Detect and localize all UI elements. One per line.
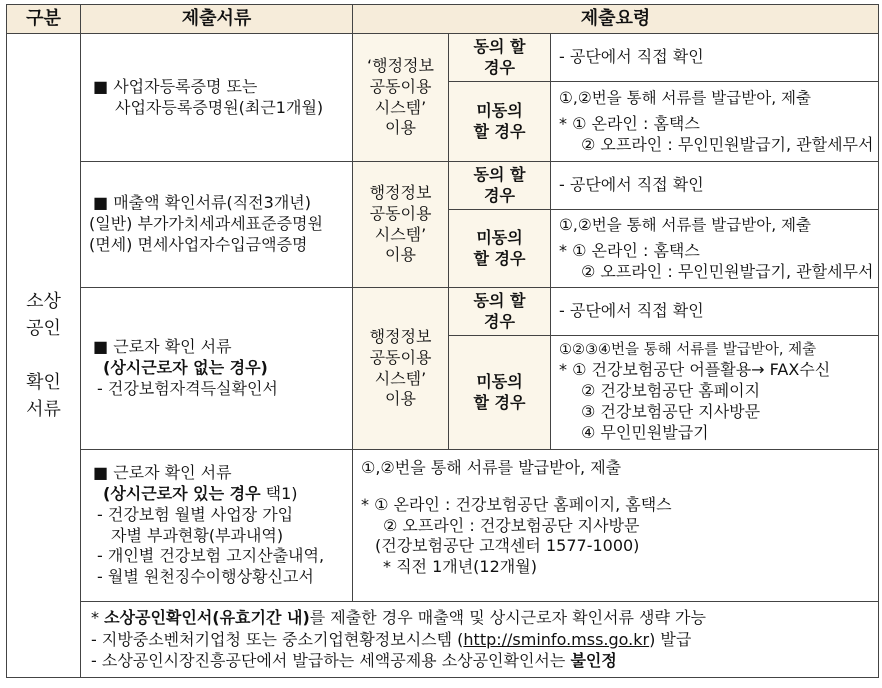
disagree-line: 미동의 [476,371,523,391]
doc-line: ■ 근로자 확인 서류 [93,463,232,483]
method-line: ①,②번을 통해 서류를 발급받아, 제출 [559,88,812,107]
agree-line: 경우 [484,311,515,331]
method-line: ①,②번을 통해 서류를 발급받아, 제출 [559,215,812,234]
header-documents: 제출서류 [81,5,353,34]
doc-line: (상시근로자 없는 경우) [103,358,268,378]
docs-cell-with-employees [81,450,353,602]
system-line: 시스템’ [374,368,427,388]
agree-line: 경우 [484,57,515,77]
docs-cell-sales [81,162,353,288]
note-bold: 불인정 [570,651,617,671]
method-line: ①,②번을 통해 서류를 발급받아, 제출 [361,458,622,477]
doc-line: - 월별 원천징수이행상황신고서 [97,567,314,587]
with-employees-method-cell [353,450,879,602]
category-line: 공인 [26,318,61,339]
agree-cell [449,162,551,210]
doc-line: 자별 부과현황(부과내역) [111,525,284,545]
header-method: 제출요령 [353,5,879,34]
method-line: * 직전 1개년(12개월) [383,557,537,577]
method-line: (건강보험공단 고객센터 1577-1000) [375,536,640,556]
agree-line: 동의 할 [473,164,526,184]
note-line-1 [91,607,878,629]
notes-cell [81,602,879,678]
note-text: * [91,608,105,628]
doc-text: 택1) [265,483,298,503]
method-line: ③ 건강보험공단 지사방문 [581,401,761,421]
doc-line: (일반) 부가가치세과세표준증명원 [89,214,323,234]
disagree-line: 할 경우 [473,248,526,268]
note-bold: 소상공인확인서(유효기간 내) [104,608,310,628]
note-line-3 [91,650,878,672]
docs-cell-business-reg [81,34,353,162]
doc-line: - 건강보험 월별 사업장 가입 [97,504,294,524]
disagree-cell [449,210,551,288]
disagree-cell [449,82,551,162]
note-line-2 [91,629,878,651]
disagree-method-cell [551,210,879,288]
disagree-method-cell [551,82,879,162]
system-line: 이용 [385,245,416,265]
header-row [7,5,879,34]
method-line: ② 오프라인 : 무인민원발급기, 관할세무서 [581,134,874,154]
doc-line: - 건강보험자격득실확인서 [97,378,278,398]
method-line: * ① 건강보험공단 어플활용→ FAX수신 [559,360,831,380]
agree-line: 동의 할 [473,36,526,56]
agree-cell [449,288,551,336]
note-text: ) 발급 [649,629,692,649]
doc-line: (면세) 면세사업자수입금액증명 [89,234,308,254]
system-line: 시스템’ [374,224,427,244]
category-line: 소상 [26,291,61,312]
agree-line: 경우 [484,185,515,205]
disagree-line: 할 경우 [473,121,526,141]
category-line [7,342,80,369]
system-line: ‘행정정보 [367,55,434,75]
system-line: 시스템’ [374,97,427,117]
system-line: 행정정보 [369,326,432,346]
disagree-line: 미동의 [476,100,523,120]
disagree-method-cell [551,336,879,450]
doc-line: ■ 사업자등록증명 또는 [93,76,258,96]
system-line: 공동이용 [369,76,432,96]
disagree-line: 미동의 [476,227,523,247]
direct-confirm-cell: - 공단에서 직접 확인 [551,288,879,336]
note-text: - 지방중소벤처기업청 또는 중소기업현황정보시스템 ( [91,629,464,649]
category-line: 확인 [26,372,61,393]
method-line: ④ 무인민원발급기 [581,422,709,442]
system-line: 행정정보 [369,182,432,202]
system-cell [353,288,449,450]
category-line: 서류 [26,399,61,420]
doc-line: ■ 매출액 확인서류(직전3개년) [93,193,311,213]
submission-table [6,4,879,678]
header-category: 구분 [7,5,81,34]
method-line: ② 오프라인 : 건강보험공단 지사방문 [383,515,640,535]
direct-confirm-cell: - 공단에서 직접 확인 [551,162,879,210]
method-line: ①②③④번을 통해 서류를 발급받아, 제출 [559,342,817,359]
sminfo-link[interactable]: http://sminfo.mss.go.kr [463,629,650,649]
method-line: * ① 온라인 : 홈택스 [559,113,700,133]
system-line: 이용 [385,389,416,409]
disagree-line: 할 경우 [473,392,526,412]
system-line: 공동이용 [369,347,432,367]
agree-line: 동의 할 [473,290,526,310]
note-text: 를 제출한 경우 매출액 및 상시근로자 확인서류 생략 가능 [309,608,706,628]
method-line: ② 건강보험공단 홈페이지 [581,381,761,401]
doc-line: 사업자등록증명원(최근1개월) [115,97,324,117]
system-line: 공동이용 [369,203,432,223]
note-text: - 소상공인시장진흥공단에서 발급하는 세액공제용 소상공인확인서는 [91,651,571,671]
system-line: 이용 [385,118,416,138]
direct-confirm-cell: - 공단에서 직접 확인 [551,34,879,82]
method-line: * ① 온라인 : 홈택스 [559,240,700,260]
doc-line: - 개인별 건강보험 고지산출내역, [97,546,325,566]
doc-bold: (상시근로자 있는 경우 [103,483,261,503]
doc-line [89,484,352,505]
method-line: * ① 온라인 : 건강보험공단 홈페이지, 홈택스 [361,494,672,514]
agree-cell [449,34,551,82]
system-cell [353,34,449,162]
system-cell [353,162,449,288]
category-cell [7,34,81,678]
docs-cell-no-employees [81,288,353,450]
doc-line: ■ 근로자 확인 서류 [93,337,232,357]
method-line: ② 오프라인 : 무인민원발급기, 관할세무서 [581,261,874,281]
disagree-cell [449,336,551,450]
